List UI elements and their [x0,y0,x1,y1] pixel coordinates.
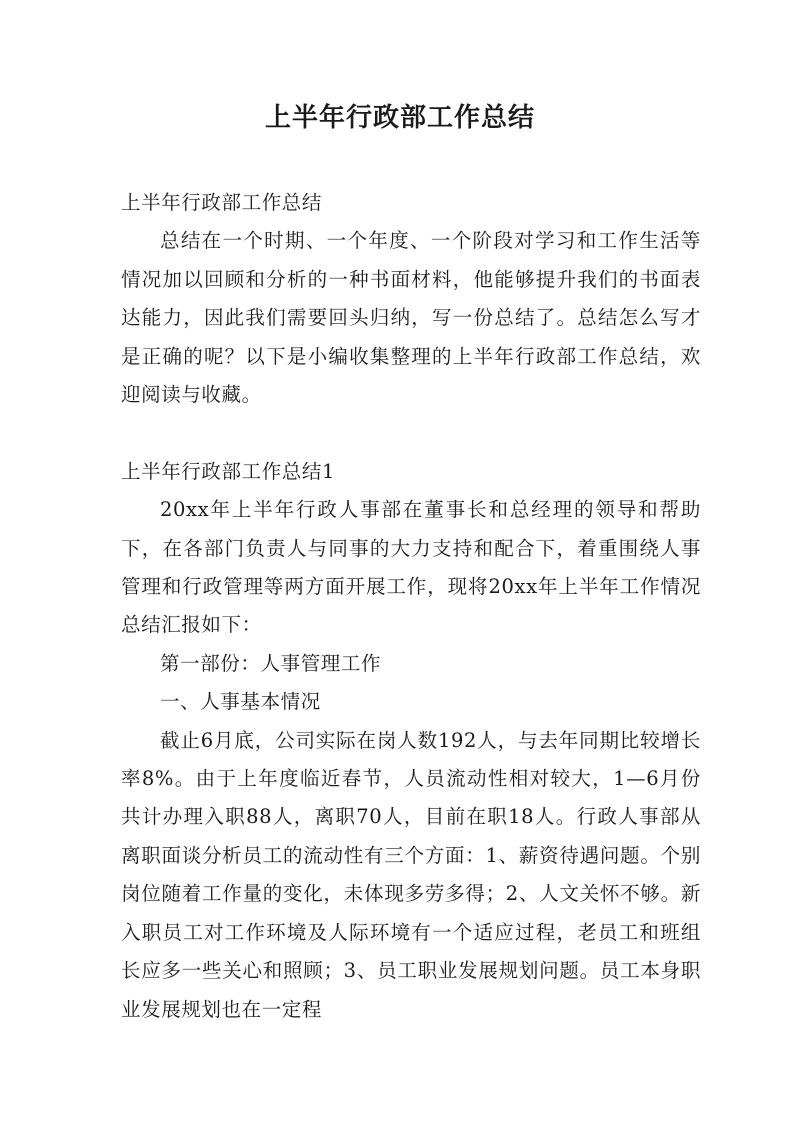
paragraph-overview: 20xx年上半年行政人事部在董事长和总经理的领导和帮助下，在各部门负责人与同事的大力支持和配合下，着重围绕人事管理和行政管理等两方面开展工作，现将20xx年上半年工作情况总结汇报如下： [121,498,701,637]
section-heading-1: 上半年行政部工作总结1 [121,459,336,483]
part-heading: 第一部份：人事管理工作 [160,651,382,675]
paragraph-subtitle: 上半年行政部工作总结 [121,191,323,214]
paragraph-spacer [121,414,701,452]
paragraph-intro: 总结在一个时期、一个年度、一个阶段对学习和工作生活等情况加以回顾和分析的一种书面材料，他能够提升我们的书面表达能力，因此我们需要回头归纳，写一份总结了。总结怎么写才是正确的呢？以下是小编收集整理的上半年行政部工作总结，欢迎阅读与收藏。 [121,229,701,407]
paragraph-staffing: 截止6月底，公司实际在岗人数192人，与去年同期比较增长率8%。由于上年度临近春节，人员流动性相对较大，1—6月份共计办理入职88人，离职70人，目前在职18人。行政人事部从离职面谈分析员工的流动性有三个方面：1、薪资待遇问题。个别岗位随着工作量的变化，未体现多劳多得；2、人文关怀不够。新入职员工对工作环境及人际环境有一个适应过程，老员工和班组长应多一些关心和照顾；3、员工职业发展规划问题。员工本身职业发展规划也在一定程 [121,728,701,1021]
document-title: 上半年行政部工作总结 [264,103,535,133]
document-body [121,184,701,1029]
subsection-heading: 一、人事基本情况 [160,690,321,714]
